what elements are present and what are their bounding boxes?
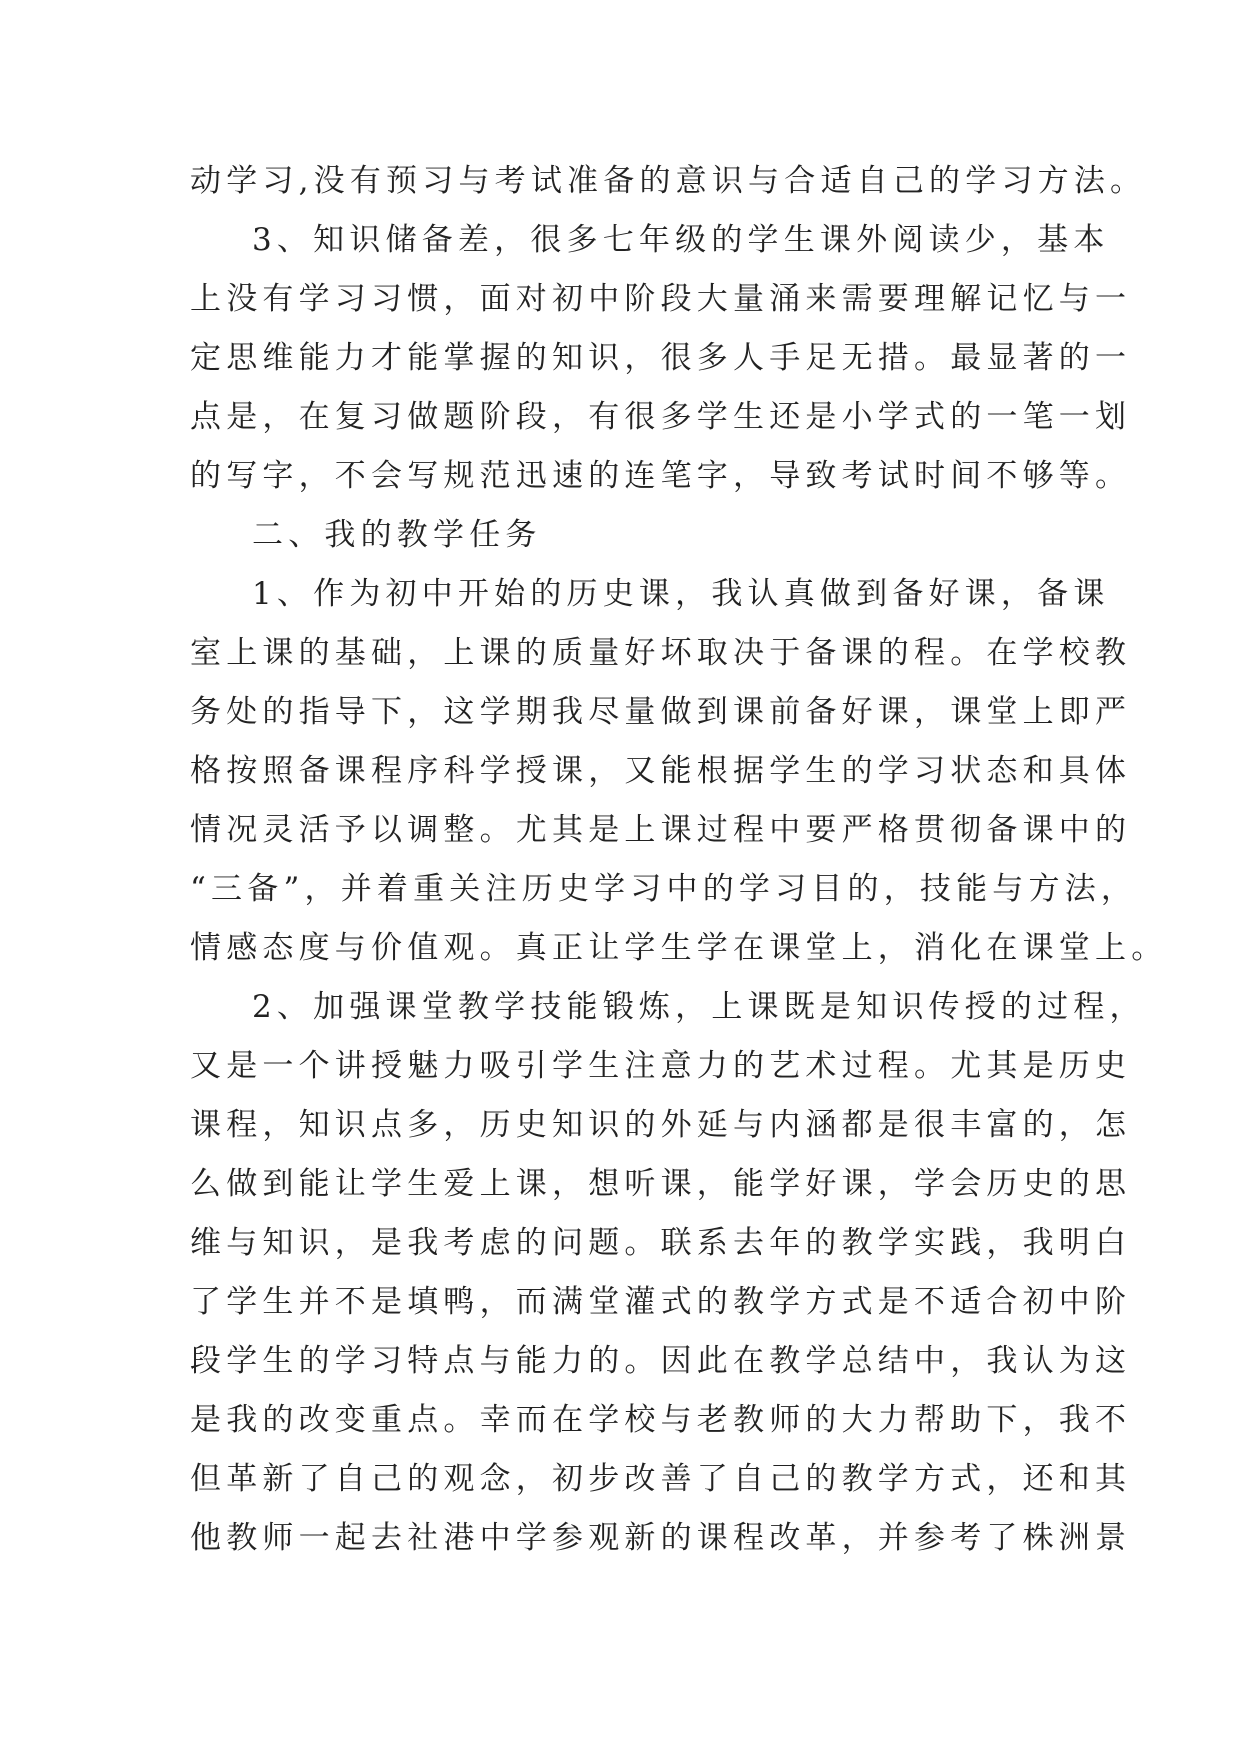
text-line-19: 维与知识，是我考虑的问题。联系去年的教学实践，我明白 — [190, 1225, 1132, 1261]
text-line-2: 3、知识储备差，很多七年级的学生课外阅读少，基本 — [252, 222, 1110, 258]
text-line-12: 情况灵活予以调整。尤其是上课过程中要严格贯彻备课中的 — [190, 812, 1132, 848]
text-line-14: 情感态度与价值观。真正让学生学在课堂上，消化在课堂上。 — [190, 930, 1168, 966]
text-line-9: 室上课的基础，上课的质量好坏取决于备课的程。在学校教 — [190, 635, 1132, 671]
text-line-6: 的写字，不会写规范迅速的连笔字，导致考试时间不够等。 — [190, 458, 1132, 494]
text-line-8: 1、作为初中开始的历史课，我认真做到备好课，备课 — [252, 576, 1110, 612]
text-line-1: 动学习,没有预习与考试准备的意识与合适自己的学习方法。 — [190, 163, 1147, 199]
text-line-4: 定思维能力才能掌握的知识，很多人手足无措。最显著的一 — [190, 340, 1132, 376]
text-line-5: 点是，在复习做题阶段，有很多学生还是小学式的一笔一划 — [190, 399, 1132, 435]
text-line-11: 格按照备课程序科学授课，又能根据学生的学习状态和具体 — [190, 753, 1132, 789]
text-line-24: 他教师一起去社港中学参观新的课程改革，并参考了株洲景 — [190, 1520, 1132, 1556]
text-line-13: “三备”，并着重关注历史学习中的学习目的，技能与方法， — [190, 871, 1138, 907]
text-line-20: 了学生并不是填鸭，而满堂灌式的教学方式是不适合初中阶 — [190, 1284, 1132, 1320]
text-line-21: 段学生的学习特点与能力的。因此在教学总结中，我认为这 — [190, 1343, 1132, 1379]
text-line-23: 但革新了自己的观念，初步改善了自己的教学方式，还和其 — [190, 1461, 1132, 1497]
text-line-18: 么做到能让学生爱上课，想听课，能学好课，学会历史的思 — [190, 1166, 1132, 1202]
section-heading: 二、我的教学任务 — [252, 517, 542, 553]
text-line-22: 是我的改变重点。幸而在学校与老教师的大力帮助下，我不 — [190, 1402, 1132, 1438]
text-line-15: 2、加强课堂教学技能锻炼，上课既是知识传授的过程， — [252, 989, 1146, 1025]
text-line-3: 上没有学习习惯，面对初中阶段大量涌来需要理解记忆与一 — [190, 281, 1132, 317]
body-text — [190, 152, 1168, 1568]
text-line-10: 务处的指导下，这学期我尽量做到课前备好课，课堂上即严 — [190, 694, 1132, 730]
text-line-16: 又是一个讲授魅力吸引学生注意力的艺术过程。尤其是历史 — [190, 1048, 1132, 1084]
text-line-17: 课程，知识点多，历史知识的外延与内涵都是很丰富的，怎 — [190, 1107, 1132, 1143]
